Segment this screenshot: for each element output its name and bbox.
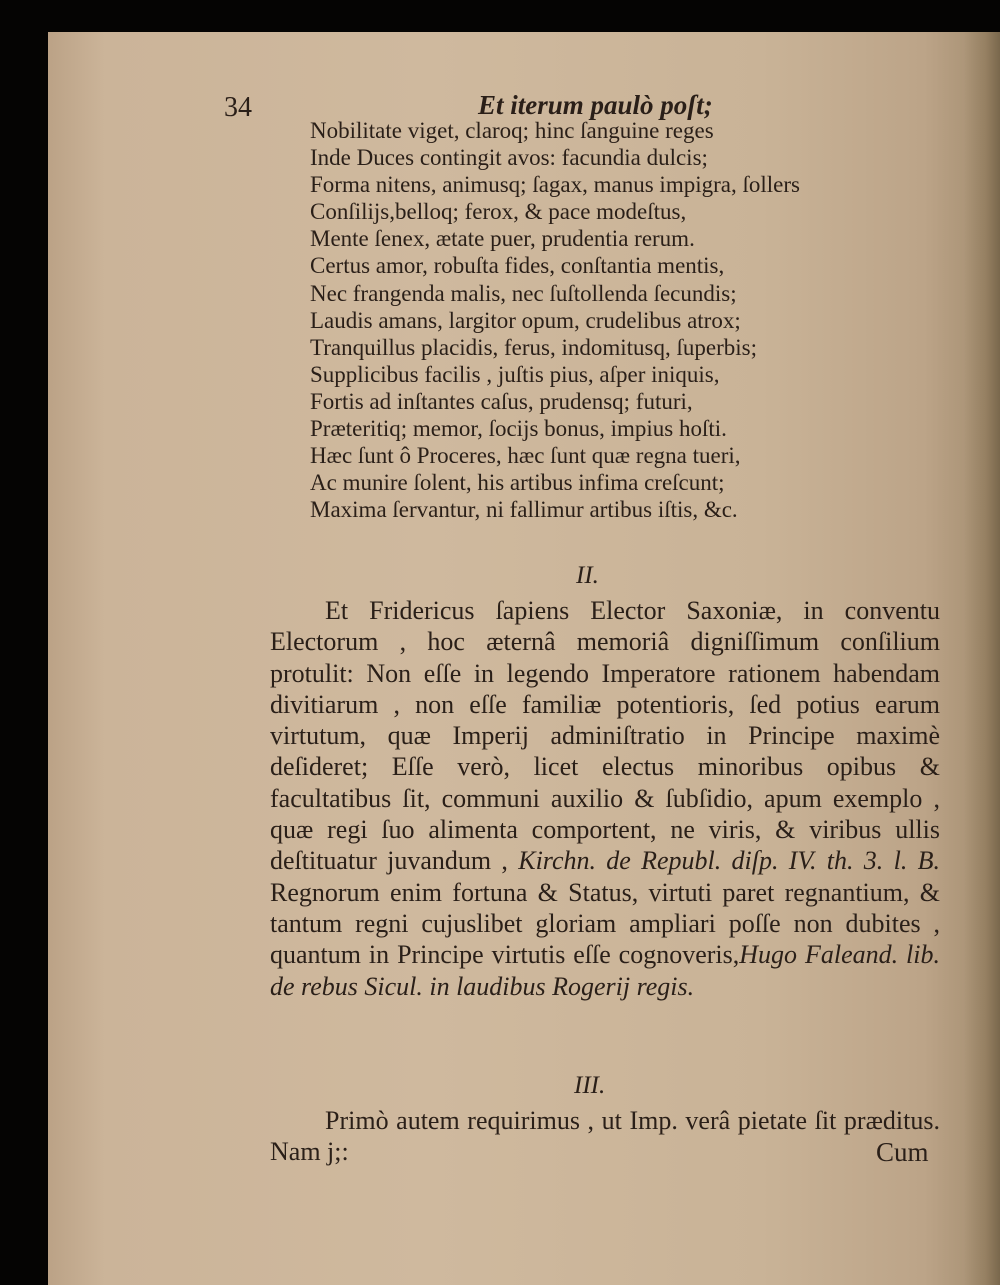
- page-number: 34: [224, 92, 252, 123]
- section-2-paragraph: [270, 595, 940, 1002]
- running-head: Et iterum paulò poſt;: [478, 90, 713, 120]
- poem-line: Conſilijs,belloq; ferox, & pace modeſtus,: [310, 199, 687, 225]
- citation-hugo-falcandus: Hugo Faleand. lib. de rebus Sicul. in laudibus Rogerij regis.: [270, 940, 941, 1001]
- section-3-paragraph: [270, 1105, 940, 1168]
- poem-line: Laudis amans, largitor opum, crudelibus atrox;: [310, 307, 741, 333]
- poem-line: Tranquillus placidis, ferus, indomitusq, ſuperbis;: [310, 334, 757, 360]
- poem-line: Præteritiq; memor, ſocijs bonus, impius hoſti.: [310, 416, 727, 442]
- section-3-text: Primò autem requirimus , ut Imp. verâ pietate ſit præditus. Nam j;:: [270, 1106, 940, 1167]
- book-page: [48, 32, 1000, 1285]
- section-2-text-2: Regnorum enim fortuna & Status, virtuti paret regnantium, & tantum regni cujuslibet gloriam ampliari poſſe non dubites , quantum in Principe virtutis eſſe cognoveris,: [270, 877, 940, 970]
- section-2-text-1: Et Fridericus ſapiens Elector Saxoniæ, in conventu Electorum , hoc æternâ memoriâ digniſſimum conſilium protulit: Non eſſe in legendo Imperatore rationem habendam divitiarum , non eſſe familiæ potentioris, ſed potius earum virtutum, quæ Imperij adminiſtratio in Principe maximè deſideret; Eſſe verò, licet electus minoribus opibus & facultatibus ſit, communi auxilio & ſubſidio, apum exemplo , quæ regi ſuo alimenta comportent, ne viris, & viribus ullis deſtituatur juvandum ,: [270, 596, 940, 876]
- poem-line: Fortis ad inſtantes caſus, prudensq; futuri,: [310, 388, 693, 414]
- section-numeral-3: III.: [574, 1072, 606, 1099]
- poem-line: Certus amor, robuſta fides, conſtantia mentis,: [310, 253, 725, 279]
- catchword: Cum: [876, 1137, 929, 1167]
- poem-line: Ac munire ſolent, his artibus infima creſcunt;: [310, 470, 725, 496]
- page-content: [48, 32, 1000, 1285]
- poem-line: Supplicibus facilis , juſtis pius, aſper iniquis,: [310, 361, 720, 387]
- poem-line: Mente ſenex, ætate puer, prudentia rerum.: [310, 226, 695, 252]
- poem-line: Hæc ſunt ô Proceres, hæc ſunt quæ regna tueri,: [310, 443, 741, 469]
- citation-kirchner: Kirchn. de Republ. diſp. IV. th. 3. l. B.: [518, 846, 940, 876]
- poem-block: [310, 117, 800, 523]
- poem-line: Maxima ſervantur, ni fallimur artibus iſtis, &c.: [310, 497, 738, 523]
- poem-line: Nec frangenda malis, nec ſuſtollenda ſecundis;: [310, 280, 737, 306]
- section-numeral-2: II.: [576, 562, 599, 589]
- poem-line: Forma nitens, animusq; ſagax, manus impigra, ſollers: [310, 172, 800, 198]
- poem-line: Inde Duces contingit avos: facundia dulcis;: [310, 145, 708, 171]
- poem-line: Nobilitate viget, claroq; hinc ſanguine reges: [310, 118, 714, 143]
